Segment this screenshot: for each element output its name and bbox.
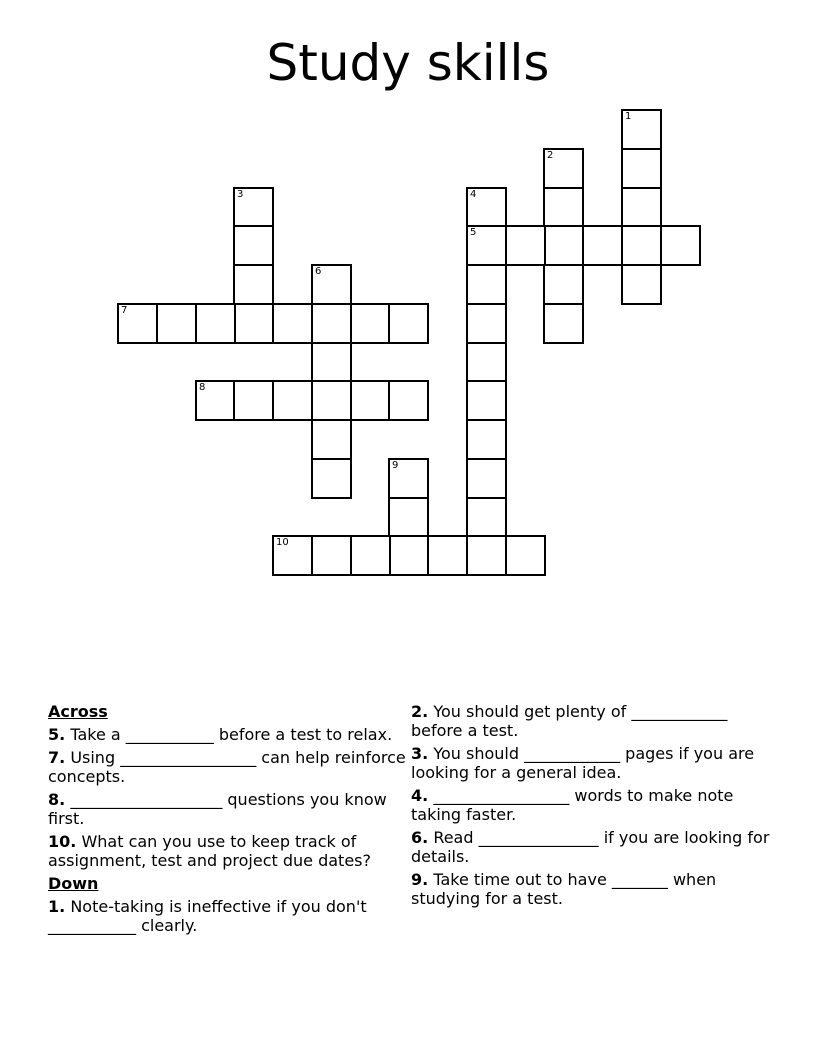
grid-cell[interactable] xyxy=(466,303,507,344)
grid-cell[interactable] xyxy=(350,303,391,344)
grid-cell[interactable] xyxy=(311,264,352,305)
clue-number-label: 1 xyxy=(625,111,632,122)
clue-number: 9. xyxy=(411,870,429,889)
clue-text: Read _______________ if you are looking for details. xyxy=(411,828,770,866)
clue-across-7 xyxy=(48,748,408,786)
grid-cell[interactable] xyxy=(350,380,391,421)
grid-cell[interactable] xyxy=(311,419,352,460)
clue-number: 8. xyxy=(48,790,66,809)
grid-cell[interactable] xyxy=(233,187,274,228)
clues-right-column xyxy=(411,702,771,912)
clue-number-label: 6 xyxy=(315,266,322,277)
grid-cell[interactable] xyxy=(543,148,584,189)
grid-cell[interactable] xyxy=(388,535,429,576)
grid-cell[interactable] xyxy=(272,303,313,344)
grid-cell[interactable] xyxy=(311,458,352,499)
grid-cell[interactable] xyxy=(466,342,507,383)
clue-text: Take time out to have _______ when studying for a test. xyxy=(411,870,717,908)
grid-cell[interactable] xyxy=(466,458,507,499)
clue-number-label: 3 xyxy=(237,189,244,200)
clue-number: 1. xyxy=(48,897,66,916)
clue-number-label: 10 xyxy=(276,537,289,548)
clue-down-3 xyxy=(411,744,771,782)
clue-number: 5. xyxy=(48,725,66,744)
grid-cell[interactable] xyxy=(505,535,546,576)
grid-cell[interactable] xyxy=(233,264,274,305)
clue-across-8 xyxy=(48,790,408,828)
page-title: Study skills xyxy=(266,34,550,92)
grid-cell[interactable] xyxy=(272,535,313,576)
grid-cell[interactable] xyxy=(543,187,584,228)
grid-cell[interactable] xyxy=(466,419,507,460)
grid-cell[interactable] xyxy=(621,187,662,228)
clue-down-1 xyxy=(48,897,408,935)
grid-cell[interactable] xyxy=(543,303,584,344)
clue-number: 7. xyxy=(48,748,66,767)
grid-cell[interactable] xyxy=(272,380,313,421)
clue-text: _________________ words to make note taking faster. xyxy=(411,786,734,824)
clue-number: 6. xyxy=(411,828,429,847)
clue-across-10 xyxy=(48,832,408,870)
clue-number: 4. xyxy=(411,786,429,805)
grid-cell[interactable] xyxy=(621,109,662,150)
clue-down-4 xyxy=(411,786,771,824)
grid-cell[interactable] xyxy=(466,497,507,538)
grid-cell[interactable] xyxy=(311,535,352,576)
grid-cell[interactable] xyxy=(195,303,236,344)
grid-cell[interactable] xyxy=(466,535,507,576)
grid-cell[interactable] xyxy=(621,225,662,266)
grid-cell[interactable] xyxy=(582,225,623,266)
grid-cell[interactable] xyxy=(233,380,274,421)
grid-cell[interactable] xyxy=(505,225,546,266)
clue-across-5 xyxy=(48,725,408,744)
clue-text: You should ____________ pages if you are looking for a general idea. xyxy=(411,744,755,782)
grid-cell[interactable] xyxy=(466,380,507,421)
grid-cell[interactable] xyxy=(388,380,429,421)
grid-cell[interactable] xyxy=(621,148,662,189)
clue-down-6 xyxy=(411,828,771,866)
grid-cell[interactable] xyxy=(156,303,197,344)
grid-cell[interactable] xyxy=(543,264,584,305)
grid-cell[interactable] xyxy=(466,187,507,228)
clue-text: Note-taking is ineffective if you don't ___________ clearly. xyxy=(48,897,367,935)
grid-cell[interactable] xyxy=(543,225,584,266)
grid-cell[interactable] xyxy=(427,535,468,576)
clue-number: 2. xyxy=(411,702,429,721)
grid-cell[interactable] xyxy=(621,264,662,305)
clue-text: Take a ___________ before a test to relax. xyxy=(70,725,393,744)
down-heading: Down xyxy=(48,874,99,893)
grid-cell[interactable] xyxy=(233,225,274,266)
grid-cell[interactable] xyxy=(388,458,429,499)
grid-cell[interactable] xyxy=(311,380,352,421)
grid-cell[interactable] xyxy=(388,497,429,538)
clues-left-column xyxy=(48,702,408,939)
clue-text: ___________________ questions you know first. xyxy=(48,790,387,828)
clue-down-9 xyxy=(411,870,771,908)
grid-cell[interactable] xyxy=(311,342,352,383)
grid-cell[interactable] xyxy=(350,535,391,576)
clue-down-2 xyxy=(411,702,771,740)
clue-number-label: 2 xyxy=(547,150,554,161)
grid-cell[interactable] xyxy=(660,225,701,266)
clue-text: You should get plenty of ____________ before a test. xyxy=(411,702,728,740)
clue-number-label: 4 xyxy=(470,189,477,200)
clue-number-label: 5 xyxy=(470,227,477,238)
grid-cell[interactable] xyxy=(466,225,507,266)
grid-cell[interactable] xyxy=(195,380,236,421)
across-heading: Across xyxy=(48,702,108,721)
grid-cell[interactable] xyxy=(117,303,158,344)
clue-number-label: 7 xyxy=(121,305,128,316)
grid-cell[interactable] xyxy=(388,303,429,344)
grid-cell[interactable] xyxy=(466,264,507,305)
clue-number: 3. xyxy=(411,744,429,763)
clue-number: 10. xyxy=(48,832,77,851)
clue-text: Using _________________ can help reinforce concepts. xyxy=(48,748,406,786)
clue-number-label: 9 xyxy=(392,460,399,471)
clue-text: What can you use to keep track of assignment, test and project due dates? xyxy=(48,832,371,870)
grid-cell[interactable] xyxy=(311,303,352,344)
clue-number-label: 8 xyxy=(199,382,206,393)
grid-cell[interactable] xyxy=(233,303,274,344)
